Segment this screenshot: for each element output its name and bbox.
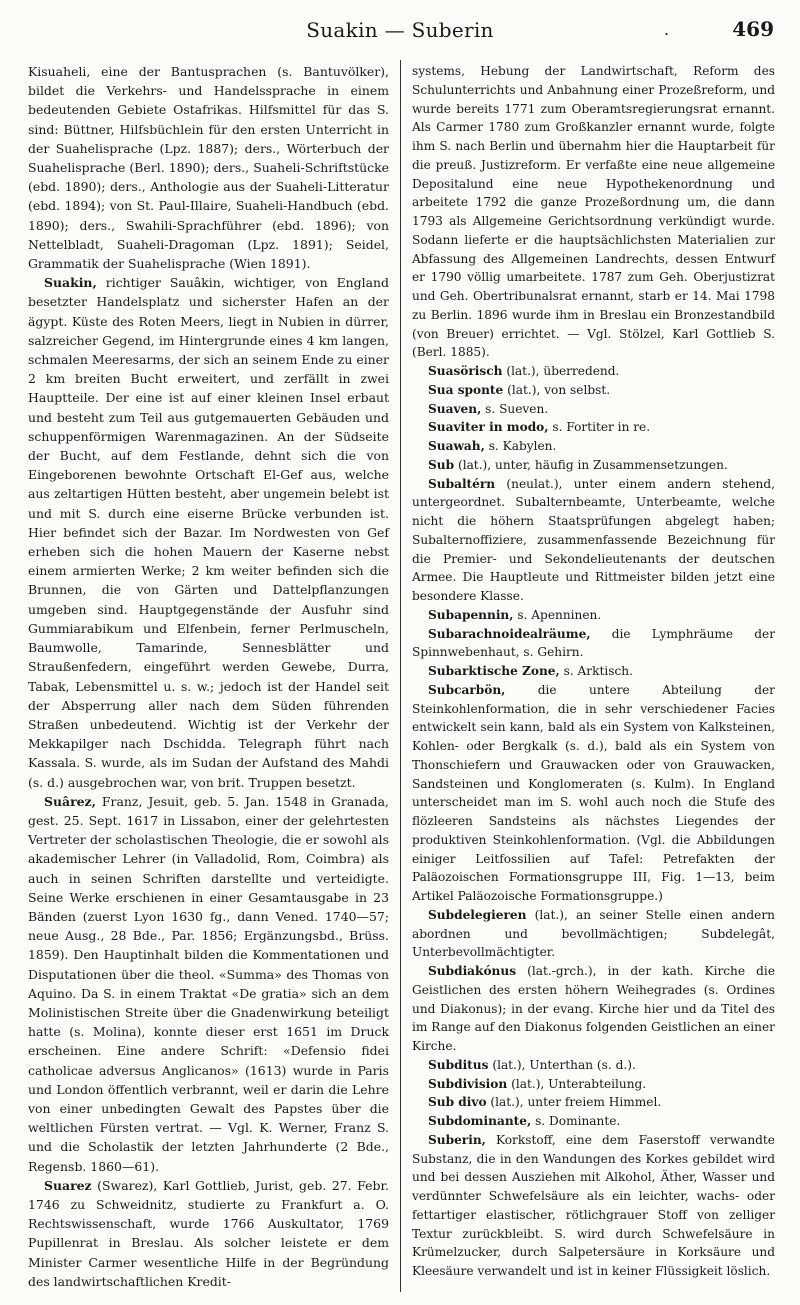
entry-text: (lat.), überredend. bbox=[502, 364, 620, 378]
dictionary-entry bbox=[412, 381, 775, 400]
entry-text: s. Apenninen. bbox=[513, 607, 602, 622]
dictionary-entry bbox=[412, 625, 775, 663]
dictionary-entry bbox=[412, 1131, 775, 1281]
entry-text: s. Sueven. bbox=[481, 401, 549, 416]
continued-text bbox=[28, 62, 389, 273]
entry-text: systems, Hebung der Landwirtschaft, Reform des Schulunterrichts und Anbahnung einer Prozeßreform, und wurde bereits 1771 zum Oberamtsregierungsrat ernannt. Als Carmer 1780 zum Großkanzler ernannt wurde, folgte ihm S. nach Berlin und übernahm hier die Hauptarbeit für die preuß. Justizreform. Er verfaßte eine neue allgemeine Depositalund eine neue Hypothekenordnung und arbeitete 1792 die ganze Prozeßordnung um, die dann 1793 als Allgemeine Gerichtsordnung verkündigt wurde. Sodann lieferte er die hauptsächlichsten Materialien zur Abfassung des Allgemeinen Landrechts, dessen Entwurf er 1790 völlig umarbeitete. 1787 zum Geh. Oberjustizrat und Geh. Obertribunalsrat ernannt, starb er 14. Mai 1798 zu Berlin. 1896 wurde ihm in Breslau ein Bronzestandbild (von Breuer) errichtet. — Vgl. Stölzel, Karl Gottlieb S. (Berl. 1885). bbox=[412, 64, 775, 360]
dictionary-entry bbox=[412, 1112, 775, 1131]
dictionary-entry bbox=[412, 362, 775, 381]
entry-text: Korkstoff, eine dem Faserstoff verwandte Substanz, die in den Wandungen des Korkes gebildet wird und bei dessen Ausziehen mit Alkohol, Äther, Wasser und verdünnter Schwefelsäure als ein leichter, wachs- oder fettartiger elastischer, rötlichgrauer Stoff von zelliger Textur zurückbleibt. S. wird durch Schwefelsäure in Krümelzucker, durch Salpetersäure in Korksäure und Kleesäure verwandelt und ist in keiner Flüssigkeit löslich. bbox=[412, 1132, 775, 1278]
entry-headword: Subarktische Zone, bbox=[428, 664, 560, 678]
entry-headword: Subcarbön, bbox=[428, 682, 506, 697]
entry-text: (lat.), unter, häufig in Zusammensetzungen. bbox=[454, 457, 728, 472]
entry-headword: Suarez bbox=[44, 1177, 92, 1193]
entry-text: s. Dominante. bbox=[531, 1114, 621, 1128]
dictionary-entry bbox=[412, 475, 775, 606]
entry-text: (lat.), unter freiem Himmel. bbox=[486, 1095, 662, 1110]
header-dot: . bbox=[664, 20, 670, 39]
continued-text bbox=[412, 62, 775, 362]
dictionary-entry bbox=[412, 962, 775, 1056]
entry-text: s. Kabylen. bbox=[484, 439, 557, 453]
dictionary-entry bbox=[412, 437, 775, 456]
dictionary-entry bbox=[412, 418, 775, 437]
page-header bbox=[0, 0, 800, 52]
entry-text: (neulat.), unter einem andern stehend, untergeordnet. Subalternbeamte, Unterbeamte, welche nicht die höhern Staatsprüfungen abgelegt haben; Subalternoffiziere, zusammenfassende Bezeichnung für die Premier- und Sekondelieutenants der deutschen Armee. Die Hauptleute und Rittmeister bilden jetzt eine besondere Klasse. bbox=[412, 476, 775, 603]
entry-headword: Suaviter in modo, bbox=[428, 420, 549, 435]
dictionary-entry bbox=[412, 681, 775, 906]
entry-headword: Subdiakónus bbox=[428, 964, 517, 978]
entry-headword: Suârez, bbox=[44, 793, 96, 809]
dictionary-entry bbox=[28, 1176, 389, 1291]
entry-headword: Suakin, bbox=[44, 275, 97, 291]
dictionary-entry bbox=[412, 906, 775, 962]
entry-headword: Suaven, bbox=[428, 401, 482, 416]
entry-text: s. Arktisch. bbox=[559, 664, 633, 678]
entry-headword: Subdivision bbox=[428, 1076, 508, 1091]
entry-headword: Suawah, bbox=[428, 439, 485, 453]
entry-headword: Sub bbox=[428, 457, 455, 472]
dictionary-entry bbox=[412, 1075, 775, 1094]
entry-headword: Subditus bbox=[428, 1057, 489, 1072]
entry-headword: Suberin, bbox=[428, 1132, 486, 1147]
entry-text: Franz, Jesuit, geb. 5. Jan. 1548 in Granada, gest. 25. Sept. 1617 in Lissabon, einer der gelehrtesten Vertreter der scholastischen Theologie, die er sowohl als akademischer Lehrer (in Valladolid, Rom, Coimbra) als auch in seinen Schriften darstellte und verteidigte. Seine Werke erschienen in einer Gesamtausgabe in 23 Bänden (zuerst Lyon 1630 fg., dann Vened. 1740—57; neue Ausg., 28 Bde., Par. 1856; Ergänzungsbd., Brüss. 1859). Den Hauptinhalt bilden die Kommentationen und Disputationen über die theol. «Summa» des Thomas von Aquino. Da S. in einem Traktat «De gratia» sich an dem Molinistischen Streite über die Gnadenwirkung beteiligt hatte (s. Molina), konnte dieser erst 1651 im Druck erscheinen. Eine andere Schrift: «Defensio fidei catholicae adversus Anglicanos» (1613) wurde in Paris und London öffentlich verbrannt, weil er darin die Lehre von einer unbedingten Gewalt des Papstes über die weltlichen Fürsten vertrat. — Vgl. K. Werner, Franz S. und die Scholastik der letzten Jahrhunderte (2 Bde., Regensb. 1860—61). bbox=[28, 793, 389, 1174]
page-number: 469 bbox=[732, 17, 774, 41]
dictionary-entry bbox=[412, 606, 775, 625]
dictionary-entry bbox=[28, 273, 389, 791]
entry-headword: Subapennin, bbox=[428, 607, 514, 622]
entry-headword: Subarachnoidealräume, bbox=[428, 626, 591, 641]
entry-text: (lat.), Unterabteilung. bbox=[507, 1076, 647, 1091]
running-title: Suakin — Suberin bbox=[306, 18, 494, 42]
entry-text: (lat.), von selbst. bbox=[503, 382, 611, 397]
entry-text: die Lymphräume der Spinnwebenhaut, s. Gehirn. bbox=[412, 626, 775, 660]
entry-headword: Sua sponte bbox=[428, 382, 504, 397]
entry-text: (lat.), Unterthan (s. d.). bbox=[488, 1057, 636, 1072]
dictionary-entry bbox=[412, 456, 775, 475]
entry-headword: Sub divo bbox=[428, 1095, 487, 1110]
dictionary-entry bbox=[412, 1093, 775, 1112]
entry-headword: Subdominante, bbox=[428, 1114, 532, 1128]
entry-text: richtiger Sauâkin, wichtiger, von England besetzter Handelsplatz und sicherster Hafen an der ägypt. Küste des Roten Meers, liegt in Nubien in dürrer, salzreicher Gegend, im Hintergrunde eines 4 km langen, schmalen Meeresarms, der sich an seinem Ende zu einer 2 km breiten Bucht erweitert, und zerfällt in zwei Hauptteile. Der eine ist auf einer kleinen Insel erbaut und besteht zum Teil aus gutgemauerten Gebäuden und schuppenförmigen Warenmagazinen. An der Südseite der Bucht, auf dem Festlande, dehnt sich die von Eingeborenen bewohnte Ortschaft El-Gef aus, welche aus zeltartigen Hütten besteht, aber ungemein belebt ist und mit S. durch eine eiserne Brücke verbunden ist. Hier befindet sich der Bazar. Im Nordwesten von Gef erheben sich die hohen Mauern der Kaserne nebst einem armierten Werke; 2 km weiter befinden sich die Brunnen, die von Gärten und Dattelpflanzungen umgeben sind. Hauptgegenstände der Ausfuhr sind Gummiarabikum und Elfenbein, ferner Perlmuscheln, Baumwolle, Tamarinde, Sennesblätter und Straußenfedern, eingeführt werden Gewebe, Durra, Tabak, Lebensmittel u. s. w.; jedoch ist der Handel seit der Absperrung aller nach dem Süden führenden Straßen unbedeutend. Wichtig ist der Verkehr der Mekkapilger nach Dschidda. Telegraph führt nach Kassala. S. wurde, als im Sudan der Aufstand des Mahdi (s. d.) ausgebrochen war, von brit. Truppen besetzt. bbox=[28, 275, 389, 790]
entry-text: die untere Abteilung der Steinkohlenformation, die in sehr verschiedener Facies entwickelt sein kann, bald als ein System von Kalksteinen, Kohlen- oder Bergkalk (s. d.), bald als ein System von Thonschiefern und Grauwacken oder von Grauwacken, Sandsteinen und Konglomeraten (s. Kulm). In England unterscheidet man im S. wohl auch noch die Stufe des flözleeren Sandsteins als nächstes Liegendes der produktiven Steinkohlenformation. (Vgl. die Abbildungen einiger Leitfossilien auf Tafel: Petrefakten der Paläozoischen Formationsgruppe III, Fig. 1—13, beim Artikel Paläozoische Formationsgruppe.) bbox=[412, 682, 775, 903]
entry-text: (lat.), an seiner Stelle einen andern abordnen und bevollmächtigen; Subdelegât, Unterbevollmächtigter. bbox=[412, 907, 775, 960]
entry-text: (Swarez), Karl Gottlieb, Jurist, geb. 27. Febr. 1746 zu Schweidnitz, studierte zu Frankfurt a. O. Rechtswissenschaft, wurde 1766 Auskultator, 1769 Pupillenrat in Breslau. Als solcher leistete er dem Minister Carmer wesentliche Hilfe in der Begründung des landwirtschaftlichen Kredit- bbox=[28, 1177, 389, 1289]
dictionary-entry bbox=[412, 1056, 775, 1075]
dictionary-entry bbox=[412, 400, 775, 419]
entry-text: s. Fortiter in re. bbox=[548, 420, 651, 435]
column-divider bbox=[400, 60, 401, 1292]
dictionary-entry bbox=[28, 792, 389, 1176]
entry-headword: Subdelegieren bbox=[428, 907, 527, 922]
entry-text: Kisuaheli, eine der Bantusprachen (s. Bantuvölker), bildet die Verkehrs- und Handelssprache in einem bedeutenden Gebiete Ostafrikas. Hilfsmittel für das S. sind: Büttner, Hilfsbüchlein für den ersten Unterricht in der Suahelisprache (Lpz. 1887); ders., Wörterbuch der Suahelisprache (Berl. 1890); ders., Suaheli-Schriftstücke (ebd. 1890); ders., Anthologie aus der Suaheli-Litteratur (ebd. 1894); von St. Paul-Illaire, Suaheli-Handbuch (ebd. 1890); ders., Swahili-Sprachführer (ebd. 1896); von Nettelbladt, Suaheli-Dragoman (Lpz. 1891); Seidel, Grammatik der Suahelisprache (Wien 1891). bbox=[28, 64, 389, 272]
right-column bbox=[412, 62, 775, 1281]
entry-text: (lat.-grch.), in der kath. Kirche die Geistlichen des ersten höhern Weihegrades (s. Ordines und Diakonus); in der evang. Kirche hier und da Titel des im Range auf den Diakonus folgenden Geistlichen an einer Kirche. bbox=[412, 964, 775, 1053]
left-column bbox=[28, 62, 389, 1291]
entry-headword: Suasörisch bbox=[428, 364, 503, 378]
entry-headword: Subaltérn bbox=[428, 476, 496, 491]
dictionary-entry bbox=[412, 662, 775, 681]
